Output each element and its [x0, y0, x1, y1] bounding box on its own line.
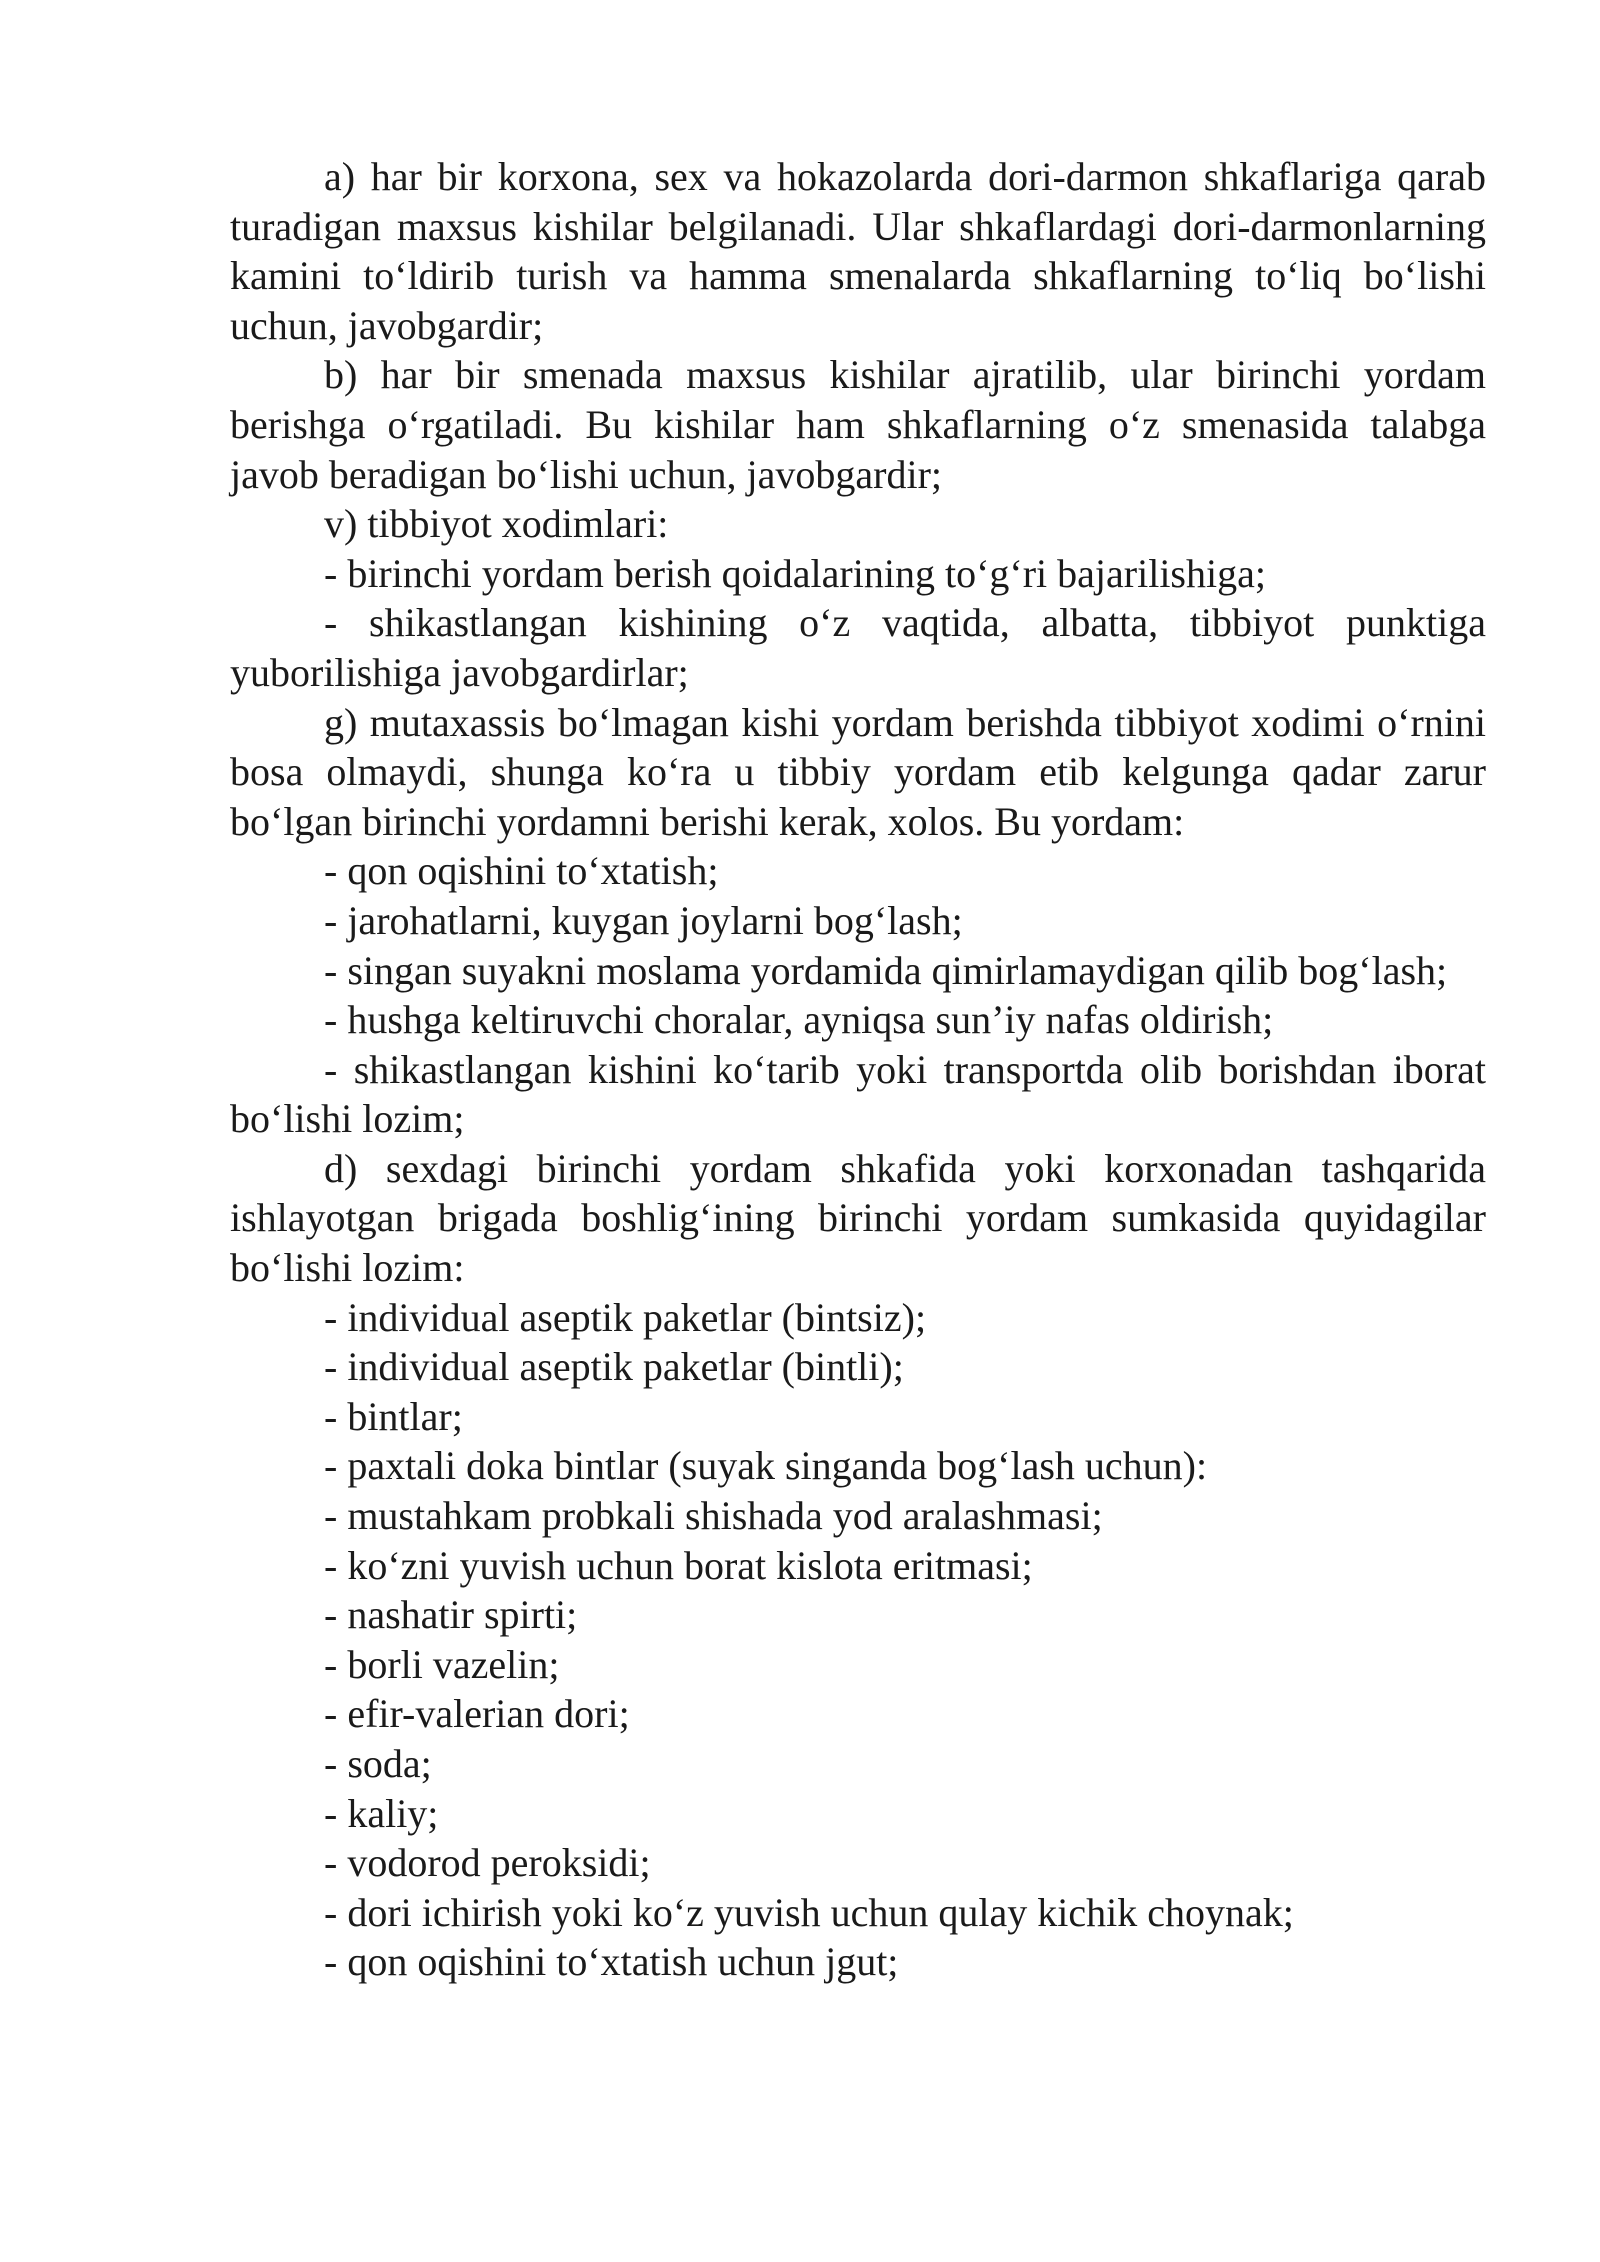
list-item: - soda;	[324, 1741, 432, 1786]
paragraph-v: v) tibbiyot xodimlari:	[324, 501, 669, 547]
list-item: - singan suyakni moslama yordamida qimirlamaydigan qilib bog‘lash;	[324, 947, 1448, 993]
list-item: - mustahkam probkali shishada yod aralashmasi;	[324, 1493, 1103, 1539]
list-item: - paxtali doka bintlar (suyak singanda bog‘lash uchun):	[324, 1443, 1208, 1489]
list-item: - birinchi yordam berish qoidalarining to‘g‘ri bajarilishiga;	[324, 550, 1266, 596]
paragraph-g: g) mutaxassis bo‘lmagan kishi yordam berishda tibbiyot xodimi o‘rnini bosa olmaydi, shunga ko‘ra u tibbiy yordam etib kelgunga qadar zarur bo‘lgan birinchi yordamni berishi kerak, xolos. Bu yordam:	[230, 699, 1486, 844]
list-item: - kaliy;	[324, 1790, 439, 1836]
list-item: - nashatir spirti;	[324, 1592, 578, 1638]
list-item: - shikastlangan kishini ko‘tarib yoki transportda olib borishdan iborat bo‘lishi lozim;	[230, 1046, 1486, 1142]
list-item: - hushga keltiruvchi choralar, ayniqsa sun’iy nafas oldirish;	[324, 997, 1274, 1043]
document-page	[230, 152, 1486, 1987]
paragraph-d: d) sexdagi birinchi yordam shkafida yoki korxonadan tashqarida ishlayotgan brigada boshlig‘ining birinchi yordam sumkasida quyidagilar bo‘lishi lozim:	[230, 1145, 1486, 1291]
list-item: - dori ichirish yoki ko‘z yuvish uchun qulay kichik choynak;	[324, 1889, 1294, 1935]
list-item: - borli vazelin;	[324, 1641, 560, 1687]
list-item: - individual aseptik paketlar (bintsiz);	[324, 1294, 927, 1340]
list-item: - shikastlangan kishining o‘z vaqtida, albatta, tibbiyot punktiga yuborilishiga javobgardirlar;	[230, 600, 1486, 695]
paragraph-b: b) har bir smenada maxsus kishilar ajratilib, ular birinchi yordam berishga o‘rgatiladi. Bu kishilar ham shkaflarning o‘z smenasida talabga javob beradigan bo‘lishi uchun, javobgardir;	[230, 352, 1486, 497]
paragraph-a: a) har bir korxona, sex va hokazolarda dori-darmon shkaflariga qarab turadigan maxsus kishilar belgilanadi. Ular shkaflardagi dori-darmonlarning kamini to‘ldirib turish va hamma smenalarda shkaflarning to‘liq bo‘lishi uchun, javobgardir;	[230, 154, 1486, 348]
list-item: - bintlar;	[324, 1393, 463, 1439]
list-item: - efir-valerian dori;	[324, 1691, 630, 1737]
list-item: - qon oqishini to‘xtatish;	[324, 848, 719, 894]
list-item: - jarohatlarni, kuygan joylarni bog‘lash;	[324, 897, 963, 943]
list-item: - ko‘zni yuvish uchun borat kislota eritmasi;	[324, 1542, 1033, 1588]
list-item: - individual aseptik paketlar (bintli);	[324, 1344, 904, 1390]
list-item: - vodorod peroksidi;	[324, 1840, 651, 1886]
list-item: - qon oqishini to‘xtatish uchun jgut;	[324, 1939, 899, 1985]
